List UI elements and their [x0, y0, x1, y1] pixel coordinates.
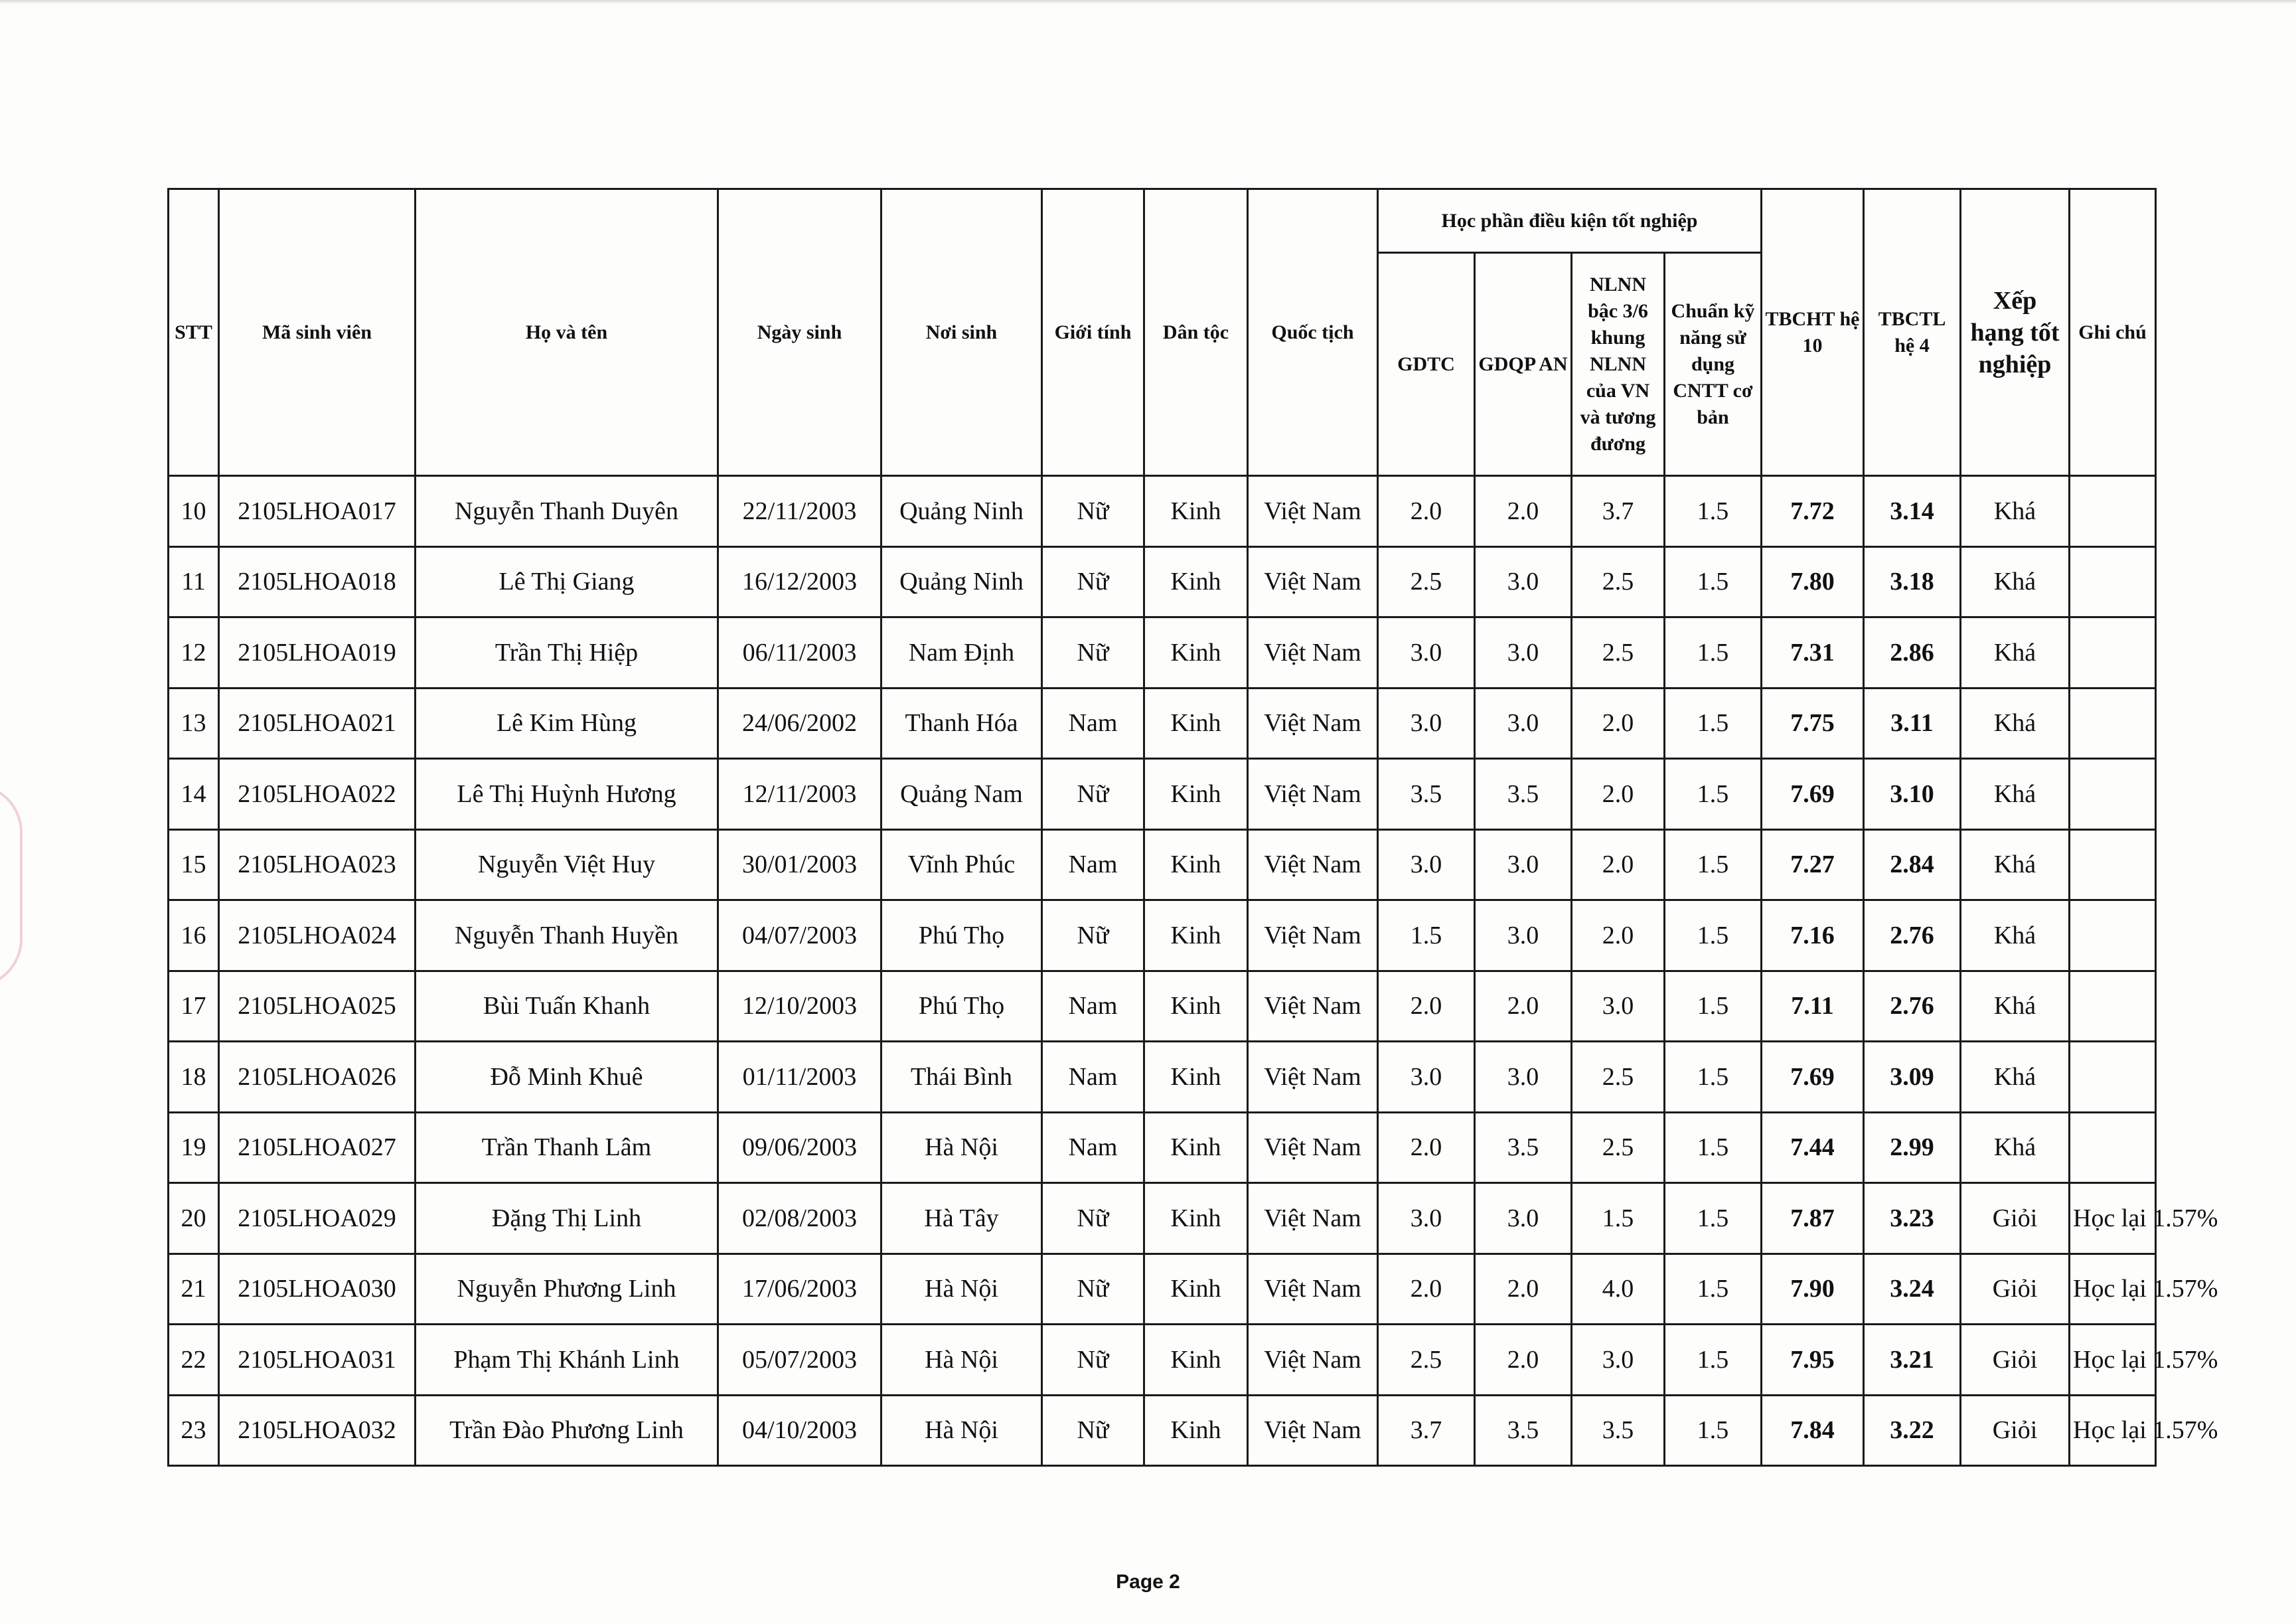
cell-birthplace: Quảng Ninh	[881, 476, 1042, 547]
cell-nationality: Việt Nam	[1248, 1395, 1378, 1466]
table-row	[169, 829, 2156, 900]
cell-gender: Nữ	[1042, 1254, 1144, 1325]
cell-gender: Nữ	[1042, 1395, 1144, 1466]
cell-rank: Khá	[1961, 829, 2070, 900]
table-row	[169, 759, 2156, 830]
cell-tbctl: 3.14	[1864, 476, 1961, 547]
cell-tbcht: 7.69	[1762, 1042, 1864, 1113]
table-row	[169, 546, 2156, 617]
cell-full-name: Nguyễn Việt Huy	[416, 829, 718, 900]
cell-rank: Khá	[1961, 546, 2070, 617]
cell-dob: 06/11/2003	[718, 617, 881, 689]
cell-full-name: Nguyễn Phương Linh	[416, 1254, 718, 1325]
cell-birthplace: Vĩnh Phúc	[881, 829, 1042, 900]
cell-nlnn: 1.5	[1572, 1183, 1665, 1254]
cell-cntt: 1.5	[1665, 759, 1762, 830]
cell-gdqp: 3.5	[1475, 1395, 1572, 1466]
cell-tbctl: 3.23	[1864, 1183, 1961, 1254]
cell-nlnn: 2.5	[1572, 617, 1665, 689]
table-row	[169, 1042, 2156, 1113]
cell-gdtc: 3.0	[1378, 688, 1475, 759]
cell-tbcht: 7.75	[1762, 688, 1864, 759]
cell-student-id: 2105LHOA023	[219, 829, 416, 900]
cell-tbcht: 7.72	[1762, 476, 1864, 547]
cell-gdtc: 2.0	[1378, 971, 1475, 1042]
cell-tbcht: 7.84	[1762, 1395, 1864, 1466]
cell-tbcht: 7.80	[1762, 546, 1864, 617]
cell-nationality: Việt Nam	[1248, 688, 1378, 759]
table-row	[169, 1325, 2156, 1396]
cell-tbctl: 3.09	[1864, 1042, 1961, 1113]
cell-tbcht: 7.44	[1762, 1112, 1864, 1183]
cell-student-id: 2105LHOA019	[219, 617, 416, 689]
table-row	[169, 1112, 2156, 1183]
cell-cntt: 1.5	[1665, 1254, 1762, 1325]
cell-tbctl: 3.24	[1864, 1254, 1961, 1325]
cell-note	[2070, 1112, 2156, 1183]
cell-gdqp: 2.0	[1475, 1325, 1572, 1396]
cell-nationality: Việt Nam	[1248, 900, 1378, 971]
cell-dob: 12/11/2003	[718, 759, 881, 830]
cell-gender: Nam	[1042, 688, 1144, 759]
header-rank: Xếp hạng tốt nghiệp	[1961, 189, 2070, 476]
cell-rank: Khá	[1961, 688, 2070, 759]
cell-dob: 02/08/2003	[718, 1183, 881, 1254]
cell-gdtc: 3.0	[1378, 1042, 1475, 1113]
cell-gdtc: 3.5	[1378, 759, 1475, 830]
cell-note	[2070, 900, 2156, 971]
cell-gender: Nữ	[1042, 900, 1144, 971]
cell-nlnn: 3.0	[1572, 1325, 1665, 1396]
table-row	[169, 1183, 2156, 1254]
cell-note: Học lại 1.57%	[2070, 1395, 2156, 1466]
cell-full-name: Đặng Thị Linh	[416, 1183, 718, 1254]
cell-cntt: 1.5	[1665, 1395, 1762, 1466]
cell-gdqp: 2.0	[1475, 1254, 1572, 1325]
cell-rank: Khá	[1961, 617, 2070, 689]
cell-nationality: Việt Nam	[1248, 829, 1378, 900]
cell-tbcht: 7.87	[1762, 1183, 1864, 1254]
cell-gender: Nữ	[1042, 476, 1144, 547]
cell-nlnn: 3.7	[1572, 476, 1665, 547]
cell-full-name: Phạm Thị Khánh Linh	[416, 1325, 718, 1396]
table-row	[169, 688, 2156, 759]
cell-student-id: 2105LHOA021	[219, 688, 416, 759]
cell-gender: Nữ	[1042, 1183, 1144, 1254]
cell-gdqp: 3.0	[1475, 1042, 1572, 1113]
cell-gdqp: 3.0	[1475, 1183, 1572, 1254]
cell-tbcht: 7.31	[1762, 617, 1864, 689]
cell-note	[2070, 1042, 2156, 1113]
cell-gdqp: 3.5	[1475, 759, 1572, 830]
cell-gender: Nữ	[1042, 546, 1144, 617]
cell-tbcht: 7.27	[1762, 829, 1864, 900]
table-row	[169, 476, 2156, 547]
cell-gdqp: 3.0	[1475, 546, 1572, 617]
cell-nationality: Việt Nam	[1248, 759, 1378, 830]
cell-nlnn: 3.0	[1572, 971, 1665, 1042]
cell-gdqp: 2.0	[1475, 476, 1572, 547]
cell-rank: Khá	[1961, 476, 2070, 547]
cell-gdqp: 2.0	[1475, 971, 1572, 1042]
cell-tbctl: 2.99	[1864, 1112, 1961, 1183]
cell-stt: 20	[169, 1183, 219, 1254]
cell-nationality: Việt Nam	[1248, 1325, 1378, 1396]
table-row	[169, 900, 2156, 971]
cell-student-id: 2105LHOA027	[219, 1112, 416, 1183]
cell-gdtc: 2.0	[1378, 1112, 1475, 1183]
cell-note	[2070, 971, 2156, 1042]
cell-cntt: 1.5	[1665, 829, 1762, 900]
cell-full-name: Trần Thanh Lâm	[416, 1112, 718, 1183]
cell-note	[2070, 546, 2156, 617]
cell-cntt: 1.5	[1665, 1325, 1762, 1396]
cell-stt: 23	[169, 1395, 219, 1466]
cell-nlnn: 2.5	[1572, 1042, 1665, 1113]
header-ethnicity: Dân tộc	[1144, 189, 1248, 476]
cell-full-name: Nguyễn Thanh Huyền	[416, 900, 718, 971]
cell-tbctl: 3.21	[1864, 1325, 1961, 1396]
cell-ethnicity: Kinh	[1144, 476, 1248, 547]
cell-ethnicity: Kinh	[1144, 1395, 1248, 1466]
cell-student-id: 2105LHOA018	[219, 546, 416, 617]
cell-tbctl: 2.76	[1864, 971, 1961, 1042]
cell-gender: Nữ	[1042, 759, 1144, 830]
cell-rank: Khá	[1961, 1112, 2070, 1183]
cell-tbctl: 3.22	[1864, 1395, 1961, 1466]
cell-birthplace: Hà Tây	[881, 1183, 1042, 1254]
cell-full-name: Bùi Tuấn Khanh	[416, 971, 718, 1042]
cell-rank: Khá	[1961, 759, 2070, 830]
cell-gdtc: 2.5	[1378, 546, 1475, 617]
cell-full-name: Lê Thị Huỳnh Hương	[416, 759, 718, 830]
cell-birthplace: Hà Nội	[881, 1254, 1042, 1325]
cell-gender: Nam	[1042, 1112, 1144, 1183]
cell-rank: Khá	[1961, 971, 2070, 1042]
cell-nationality: Việt Nam	[1248, 1042, 1378, 1113]
cell-tbctl: 3.10	[1864, 759, 1961, 830]
cell-dob: 12/10/2003	[718, 971, 881, 1042]
cell-stt: 13	[169, 688, 219, 759]
cell-student-id: 2105LHOA030	[219, 1254, 416, 1325]
cell-gdtc: 3.0	[1378, 829, 1475, 900]
cell-gender: Nam	[1042, 971, 1144, 1042]
cell-note	[2070, 759, 2156, 830]
header-nationality: Quốc tịch	[1248, 189, 1378, 476]
cell-rank: Khá	[1961, 1042, 2070, 1113]
page-number: Page 2	[1116, 1571, 1180, 1593]
header-birthplace: Nơi sinh	[881, 189, 1042, 476]
cell-stt: 11	[169, 546, 219, 617]
cell-tbcht: 7.11	[1762, 971, 1864, 1042]
cell-stt: 15	[169, 829, 219, 900]
cell-nationality: Việt Nam	[1248, 1112, 1378, 1183]
cell-nlnn: 2.0	[1572, 900, 1665, 971]
cell-student-id: 2105LHOA029	[219, 1183, 416, 1254]
cell-nationality: Việt Nam	[1248, 1183, 1378, 1254]
cell-birthplace: Hà Nội	[881, 1395, 1042, 1466]
cell-ethnicity: Kinh	[1144, 1042, 1248, 1113]
table-row	[169, 971, 2156, 1042]
cell-full-name: Nguyễn Thanh Duyên	[416, 476, 718, 547]
cell-ethnicity: Kinh	[1144, 759, 1248, 830]
header-gdqp: GDQP AN	[1475, 253, 1572, 476]
cell-cntt: 1.5	[1665, 1042, 1762, 1113]
cell-cntt: 1.5	[1665, 900, 1762, 971]
cell-nlnn: 2.0	[1572, 829, 1665, 900]
scan-top-edge	[0, 0, 2296, 4]
cell-ethnicity: Kinh	[1144, 1112, 1248, 1183]
cell-full-name: Trần Đào Phương Linh	[416, 1395, 718, 1466]
cell-stt: 16	[169, 900, 219, 971]
cell-nlnn: 2.5	[1572, 1112, 1665, 1183]
cell-gender: Nam	[1042, 829, 1144, 900]
cell-birthplace: Quảng Ninh	[881, 546, 1042, 617]
cell-nlnn: 3.5	[1572, 1395, 1665, 1466]
cell-nationality: Việt Nam	[1248, 476, 1378, 547]
cell-stt: 14	[169, 759, 219, 830]
cell-student-id: 2105LHOA017	[219, 476, 416, 547]
red-seal-fragment	[0, 783, 23, 988]
header-student-id: Mã sinh viên	[219, 189, 416, 476]
cell-gdtc: 3.0	[1378, 617, 1475, 689]
cell-tbctl: 3.11	[1864, 688, 1961, 759]
table-body	[169, 476, 2218, 1466]
header-note: Ghi chú	[2070, 189, 2156, 476]
cell-stt: 17	[169, 971, 219, 1042]
cell-dob: 30/01/2003	[718, 829, 881, 900]
header-dob: Ngày sinh	[718, 189, 881, 476]
cell-gender: Nam	[1042, 1042, 1144, 1113]
table-row	[169, 1395, 2156, 1466]
cell-nlnn: 2.5	[1572, 546, 1665, 617]
cell-dob: 17/06/2003	[718, 1254, 881, 1325]
cell-student-id: 2105LHOA026	[219, 1042, 416, 1113]
cell-ethnicity: Kinh	[1144, 1183, 1248, 1254]
cell-ethnicity: Kinh	[1144, 546, 1248, 617]
cell-nlnn: 2.0	[1572, 688, 1665, 759]
cell-student-id: 2105LHOA032	[219, 1395, 416, 1466]
cell-nationality: Việt Nam	[1248, 971, 1378, 1042]
cell-birthplace: Phú Thọ	[881, 971, 1042, 1042]
cell-tbctl: 2.76	[1864, 900, 1961, 971]
cell-note	[2070, 688, 2156, 759]
cell-full-name: Lê Kim Hùng	[416, 688, 718, 759]
cell-ethnicity: Kinh	[1144, 1254, 1248, 1325]
cell-gdtc: 3.0	[1378, 1183, 1475, 1254]
cell-nlnn: 2.0	[1572, 759, 1665, 830]
cell-dob: 04/10/2003	[718, 1395, 881, 1466]
cell-cntt: 1.5	[1665, 1183, 1762, 1254]
header-tbcht: TBCHT hệ 10	[1762, 189, 1864, 476]
cell-student-id: 2105LHOA022	[219, 759, 416, 830]
cell-gdqp: 3.0	[1475, 829, 1572, 900]
cell-stt: 10	[169, 476, 219, 547]
header-conditions-group: Học phần điều kiện tốt nghiệp	[1378, 189, 1762, 253]
header-stt: STT	[169, 189, 219, 476]
header-full-name: Họ và tên	[416, 189, 718, 476]
cell-gdqp: 3.0	[1475, 900, 1572, 971]
cell-ethnicity: Kinh	[1144, 617, 1248, 689]
cell-note	[2070, 829, 2156, 900]
cell-gdqp: 3.0	[1475, 688, 1572, 759]
cell-stt: 19	[169, 1112, 219, 1183]
cell-birthplace: Thanh Hóa	[881, 688, 1042, 759]
cell-cntt: 1.5	[1665, 1112, 1762, 1183]
cell-cntt: 1.5	[1665, 476, 1762, 547]
header-gender: Giới tính	[1042, 189, 1144, 476]
cell-student-id: 2105LHOA031	[219, 1325, 416, 1396]
cell-note: Học lại 1.57%	[2070, 1325, 2156, 1396]
graduation-results-table	[167, 188, 2218, 1467]
header-nlnn: NLNN bậc 3/6 khung NLNN của VN và tương đương	[1572, 253, 1665, 476]
cell-tbcht: 7.69	[1762, 759, 1864, 830]
header-cntt: Chuẩn kỹ năng sử dụng CNTT cơ bản	[1665, 253, 1762, 476]
cell-nationality: Việt Nam	[1248, 1254, 1378, 1325]
cell-rank: Giỏi	[1961, 1325, 2070, 1396]
cell-birthplace: Hà Nội	[881, 1325, 1042, 1396]
cell-cntt: 1.5	[1665, 546, 1762, 617]
cell-note: Học lại 1.57%	[2070, 1254, 2156, 1325]
cell-birthplace: Quảng Nam	[881, 759, 1042, 830]
table-row	[169, 1254, 2156, 1325]
cell-gdtc: 2.0	[1378, 476, 1475, 547]
cell-nlnn: 4.0	[1572, 1254, 1665, 1325]
cell-full-name: Đỗ Minh Khuê	[416, 1042, 718, 1113]
cell-gdtc: 2.0	[1378, 1254, 1475, 1325]
cell-ethnicity: Kinh	[1144, 900, 1248, 971]
cell-note	[2070, 476, 2156, 547]
cell-gdqp: 3.0	[1475, 617, 1572, 689]
cell-rank: Giỏi	[1961, 1395, 2070, 1466]
cell-tbctl: 3.18	[1864, 546, 1961, 617]
cell-gdtc: 1.5	[1378, 900, 1475, 971]
cell-dob: 16/12/2003	[718, 546, 881, 617]
cell-birthplace: Nam Định	[881, 617, 1042, 689]
cell-stt: 12	[169, 617, 219, 689]
cell-ethnicity: Kinh	[1144, 829, 1248, 900]
header-gdtc: GDTC	[1378, 253, 1475, 476]
table-header	[169, 189, 2156, 476]
cell-note	[2070, 617, 2156, 689]
cell-rank: Khá	[1961, 900, 2070, 971]
cell-birthplace: Hà Nội	[881, 1112, 1042, 1183]
cell-birthplace: Phú Thọ	[881, 900, 1042, 971]
cell-nationality: Việt Nam	[1248, 617, 1378, 689]
cell-dob: 01/11/2003	[718, 1042, 881, 1113]
cell-gdtc: 3.7	[1378, 1395, 1475, 1466]
cell-gender: Nữ	[1042, 617, 1144, 689]
cell-dob: 09/06/2003	[718, 1112, 881, 1183]
cell-stt: 22	[169, 1325, 219, 1396]
cell-student-id: 2105LHOA025	[219, 971, 416, 1042]
cell-gdtc: 2.5	[1378, 1325, 1475, 1396]
cell-dob: 05/07/2003	[718, 1325, 881, 1396]
cell-stt: 18	[169, 1042, 219, 1113]
cell-ethnicity: Kinh	[1144, 1325, 1248, 1396]
cell-ethnicity: Kinh	[1144, 688, 1248, 759]
cell-gender: Nữ	[1042, 1325, 1144, 1396]
cell-tbcht: 7.90	[1762, 1254, 1864, 1325]
cell-tbctl: 2.84	[1864, 829, 1961, 900]
cell-full-name: Trần Thị Hiệp	[416, 617, 718, 689]
cell-note: Học lại 1.57%	[2070, 1183, 2156, 1254]
header-tbctl: TBCTL hệ 4	[1864, 189, 1961, 476]
cell-dob: 04/07/2003	[718, 900, 881, 971]
cell-cntt: 1.5	[1665, 688, 1762, 759]
cell-dob: 24/06/2002	[718, 688, 881, 759]
cell-nationality: Việt Nam	[1248, 546, 1378, 617]
cell-gdqp: 3.5	[1475, 1112, 1572, 1183]
cell-dob: 22/11/2003	[718, 476, 881, 547]
table-row	[169, 617, 2156, 689]
cell-birthplace: Thái Bình	[881, 1042, 1042, 1113]
cell-stt: 21	[169, 1254, 219, 1325]
cell-tbcht: 7.95	[1762, 1325, 1864, 1396]
cell-tbcht: 7.16	[1762, 900, 1864, 971]
cell-rank: Giỏi	[1961, 1183, 2070, 1254]
cell-rank: Giỏi	[1961, 1254, 2070, 1325]
cell-tbctl: 2.86	[1864, 617, 1961, 689]
cell-student-id: 2105LHOA024	[219, 900, 416, 971]
cell-full-name: Lê Thị Giang	[416, 546, 718, 617]
cell-cntt: 1.5	[1665, 971, 1762, 1042]
cell-cntt: 1.5	[1665, 617, 1762, 689]
cell-ethnicity: Kinh	[1144, 971, 1248, 1042]
